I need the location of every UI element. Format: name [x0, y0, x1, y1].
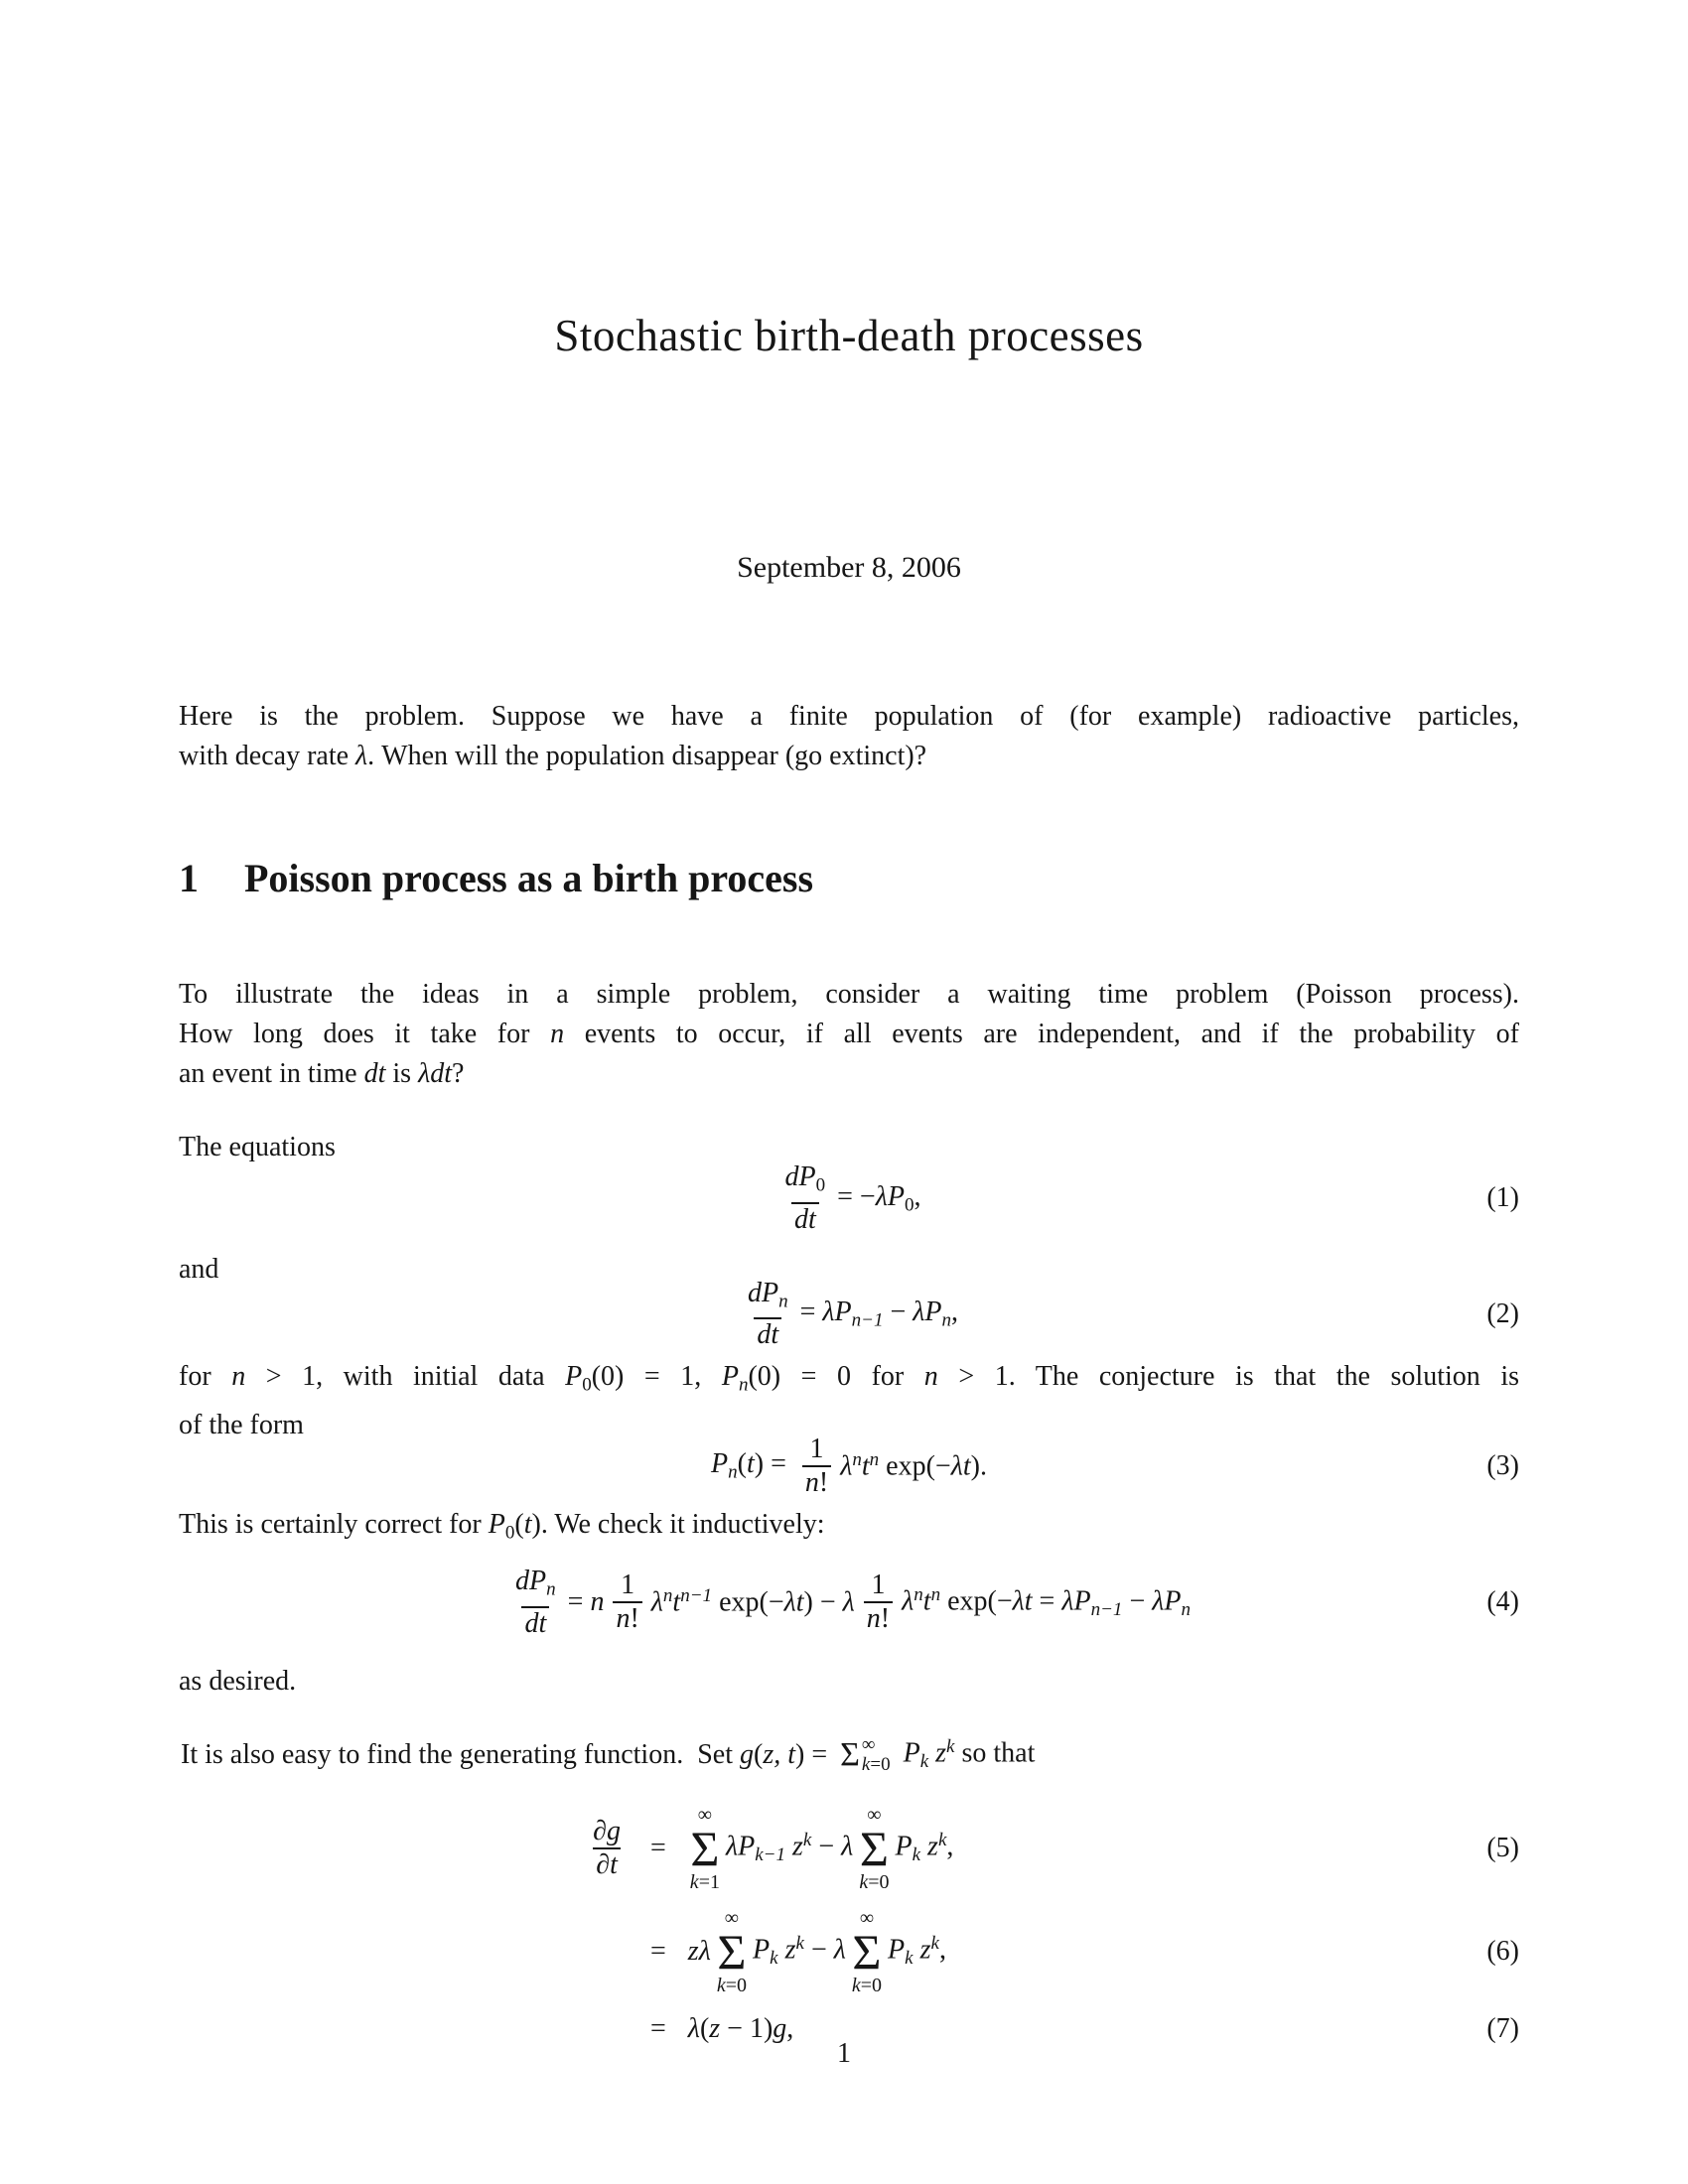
sum-operator	[852, 1908, 882, 1995]
equation-rhs: $\lambda^nt^n$ $\exp(-\lambda t = \lambda P_{n-1} - \lambda P_n$	[902, 1583, 1191, 1620]
sum-lower-limit: k=0	[859, 1870, 890, 1893]
text-segment: It is also easy to find the generating function. Set g(z, t) =	[181, 1738, 835, 1770]
sum-upper-limit: ∞	[697, 1803, 713, 1826]
sum-upper-limit: ∞	[861, 1733, 876, 1755]
equals-sign: =	[650, 1935, 666, 1967]
sum-limits	[862, 1735, 891, 1775]
equation-5	[179, 1805, 1519, 1892]
fraction-denominator: n!	[864, 1601, 893, 1635]
sigma-glyph: Σ	[840, 1735, 860, 1773]
fraction-denominator: n!	[802, 1465, 831, 1499]
text-line: with decay rate λ. When will the population disappear (go extinct)?	[179, 741, 927, 771]
sum-operator	[717, 1908, 747, 1995]
sum-lower-limit: k=0	[716, 1974, 748, 1996]
sum-upper-limit: ∞	[867, 1803, 882, 1826]
equation-term: $P_k$ $z^k - \lambda$	[753, 1932, 846, 1970]
equation-3	[179, 1433, 1519, 1499]
text-line: of the form	[179, 1410, 304, 1441]
equation-number-5: (5)	[1486, 1832, 1519, 1863]
document-date: September 8, 2006	[737, 551, 961, 584]
equation-number-6: (6)	[1486, 1935, 1519, 1967]
fraction-denominator: n!	[613, 1601, 641, 1635]
equation-term: $P_k$ $z^k$,	[895, 1829, 954, 1866]
equation-mid: $\lambda^nt^{n-1}$ exp(−λt) − λ	[650, 1585, 855, 1618]
equation-number-3: (3)	[1486, 1450, 1519, 1482]
fraction-denominator: dt	[791, 1202, 819, 1236]
page-number: 1	[837, 2038, 851, 2069]
equation-number-1: (1)	[1486, 1182, 1519, 1214]
fraction-numerator: 1	[809, 1433, 824, 1465]
section-title: Poisson process as a birth process	[244, 856, 814, 900]
sum-operator	[690, 1805, 720, 1892]
equation-4	[179, 1566, 1519, 1640]
paragraph-and: and	[179, 1253, 219, 1285]
fraction-1-nfact	[864, 1570, 893, 1635]
sum-lower-limit: k=0	[861, 1753, 891, 1775]
fraction-numerator: ∂g	[593, 1815, 621, 1846]
text-line: Here is the problem. Suppose we have a finite population of (for example) radioactive particles,	[179, 701, 1519, 732]
sigma-glyph: Σ	[690, 1820, 720, 1876]
sum-operator	[859, 1805, 889, 1892]
paragraph-poisson-intro	[179, 975, 1519, 1094]
equation-2	[179, 1278, 1519, 1352]
fraction-dpn-dt	[512, 1566, 559, 1640]
align-rhs	[650, 1805, 955, 1892]
equation-number-7: (7)	[1486, 2012, 1519, 2044]
equals-sign: =	[650, 2012, 666, 2044]
text-segment: $P_k$ $z^k$ so that	[903, 1736, 1036, 1773]
equation-term: $P_k$ $z^k$,	[888, 1932, 946, 1970]
fraction-dp0-dt	[782, 1161, 829, 1236]
equals-sign: =	[650, 1832, 666, 1863]
equation-6	[179, 1908, 1519, 1995]
equation-lhs: $P_n(t)$ =	[711, 1448, 793, 1483]
section-number: 1	[179, 856, 199, 900]
paragraph-as-desired: as desired.	[179, 1665, 297, 1697]
fraction-dg-dt	[590, 1816, 624, 1881]
section-1-heading	[179, 854, 1519, 903]
fraction-numerator: 1	[621, 1570, 635, 1601]
text-line: To illustrate the ideas in a simple problem, consider a waiting time problem (Poisson process).	[179, 979, 1519, 1010]
equation-rhs: = $\lambda P_{n-1} - \lambda P_n$,	[799, 1297, 959, 1331]
paragraph-initial-data	[179, 1357, 1519, 1445]
sigma-glyph: Σ	[852, 1923, 882, 1979]
sum-upper-limit: ∞	[859, 1906, 875, 1929]
sum-lower-limit: k=0	[851, 1974, 883, 1996]
equation-number-2: (2)	[1486, 1298, 1519, 1330]
equation-term: $\lambda P_{k-1}$ $z^k - \lambda$	[725, 1829, 854, 1866]
intro-paragraph	[179, 697, 1519, 776]
fraction-denominator: dt	[521, 1606, 549, 1640]
sigma-glyph: Σ	[859, 1820, 889, 1876]
fraction-1-nfact	[613, 1570, 641, 1635]
fraction-dpn-dt	[745, 1278, 791, 1352]
equation-number-4: (4)	[1486, 1586, 1519, 1618]
fraction-denominator: ∂t	[593, 1847, 621, 1881]
equation-term: zλ	[687, 1935, 711, 1967]
fraction-1-nfact	[802, 1433, 831, 1499]
equation-rhs: = $-\lambda P_0$,	[837, 1180, 921, 1216]
inline-sum-symbol	[840, 1735, 890, 1775]
fraction-numerator: $dP_n$	[747, 1277, 788, 1312]
equation-array	[179, 1805, 1519, 2047]
text-line: an event in time dt is λdt?	[179, 1058, 465, 1089]
equation-term: λ(z − 1)g,	[687, 2012, 794, 2044]
document-title: Stochastic birth-death processes	[554, 311, 1144, 360]
paragraph-generating-function	[179, 1729, 1519, 1781]
equation-1	[179, 1161, 1519, 1236]
sum-upper-limit: ∞	[724, 1906, 740, 1929]
equation-mid: = n	[567, 1586, 605, 1618]
fraction-numerator: $dP_n$	[515, 1565, 556, 1600]
sigma-glyph: Σ	[717, 1923, 747, 1979]
equation-rhs: $\lambda^nt^n$ exp(−λt).	[840, 1449, 987, 1482]
align-rhs	[650, 1908, 948, 1995]
fraction-numerator: $dP_0$	[784, 1161, 826, 1196]
document-content	[0, 310, 1688, 2047]
align-lhs	[179, 1816, 631, 1881]
sum-lower-limit: k=1	[689, 1870, 720, 1893]
fraction-numerator: 1	[871, 1570, 886, 1601]
paragraph-the-equations: The equations	[179, 1132, 336, 1162]
text-line: for n > 1, with initial data $P_0(0) = 1$, $P_n(0) = 0$ for n > 1. The conjecture is that the solution is	[179, 1361, 1520, 1397]
text-line: How long does it take for n events to occur, if all events are independent, and if the probability of	[179, 1019, 1519, 1049]
paragraph-check-inductively: This is certainly correct for $P_0(t)$. We check it inductively:	[179, 1509, 825, 1544]
fraction-denominator: dt	[754, 1317, 781, 1351]
